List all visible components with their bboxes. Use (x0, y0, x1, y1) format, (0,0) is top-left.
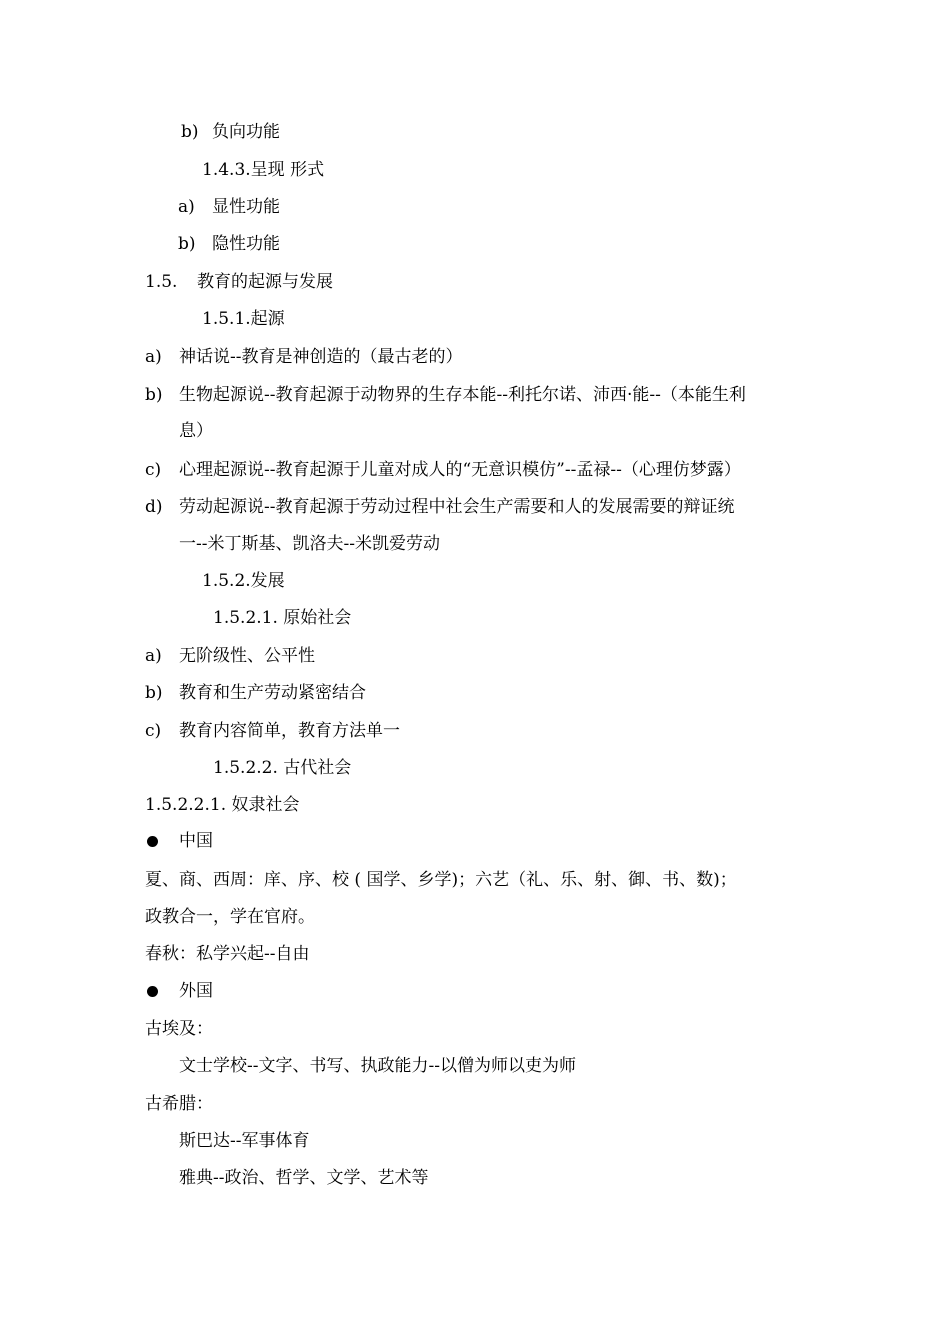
subsubsection-heading: 1.5.2.1. 原始社会 (213, 608, 352, 628)
list-marker: a) (178, 197, 195, 217)
paragraph-line: 斯巴达--军事体育 (179, 1131, 310, 1151)
list-item: 心理起源说--教育起源于儿童对成人的“无意识模仿”--孟禄--（心理仿梦露） (179, 460, 741, 480)
list-marker: b) (181, 122, 199, 142)
subsubsubsection-heading: 1.5.2.2.1. 奴隶社会 (145, 795, 300, 815)
list-marker: a) (145, 646, 162, 666)
list-item: 生物起源说--教育起源于动物界的生存本能--利托尔诺、沛西·能--（本能生利 (179, 385, 746, 405)
bullet-icon (147, 986, 158, 997)
paragraph-line: 雅典--政治、哲学、文学、艺术等 (179, 1168, 429, 1188)
list-item: 神话说--教育是神创造的（最古老的） (179, 347, 463, 367)
list-marker: b) (145, 385, 163, 405)
list-item: 教育内容简单，教育方法单一 (179, 721, 400, 741)
list-marker: c) (145, 460, 162, 480)
list-marker: b) (178, 234, 196, 254)
bullet-item: 外国 (179, 981, 213, 1001)
section-heading: 教育的起源与发展 (197, 272, 333, 292)
paragraph-line: 夏、商、西周：庠、序、校 ( 国学、乡学)；六艺（礼、乐、射、御、书、数)； (145, 870, 737, 890)
list-marker: d) (145, 497, 163, 517)
list-item-continuation: 一--米丁斯基、凯洛夫--米凯爱劳动 (179, 534, 440, 554)
paragraph-line: 春秋：私学兴起--自由 (145, 944, 310, 964)
bullet-item: 中国 (179, 831, 213, 851)
subsection-heading: 1.5.2.发展 (202, 571, 285, 591)
list-marker: a) (145, 347, 162, 367)
section-number: 1.5. (145, 272, 178, 292)
subsubsection-heading: 1.5.2.2. 古代社会 (213, 758, 352, 778)
list-item: 劳动起源说--教育起源于劳动过程中社会生产需要和人的发展需要的辩证统 (179, 497, 735, 517)
paragraph-line: 文士学校--文字、书写、执政能力--以僧为师以吏为师 (179, 1056, 576, 1076)
list-marker: b) (145, 683, 163, 703)
list-item: 负向功能 (212, 122, 280, 142)
list-item: 教育和生产劳动紧密结合 (179, 683, 366, 703)
list-item: 隐性功能 (212, 234, 280, 254)
subsection-heading: 1.4.3.呈现 形式 (202, 160, 325, 180)
paragraph-line: 古埃及： (145, 1019, 213, 1039)
bullet-icon (147, 836, 158, 847)
paragraph-line: 古希腊： (145, 1094, 213, 1114)
list-item-continuation: 息） (179, 421, 213, 441)
subsection-heading: 1.5.1.起源 (202, 309, 285, 329)
list-item: 无阶级性、公平性 (179, 646, 315, 666)
list-marker: c) (145, 721, 162, 741)
paragraph-line: 政教合一，学在官府。 (145, 907, 315, 927)
list-item: 显性功能 (212, 197, 280, 217)
